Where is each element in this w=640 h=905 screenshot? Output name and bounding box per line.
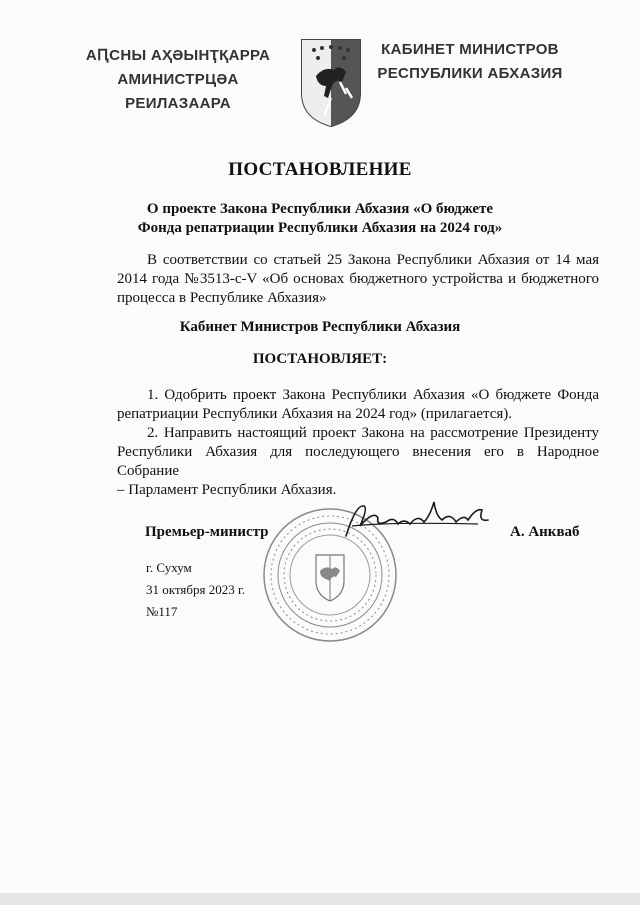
header-abkhaz-line1: АԤСНЫ АҲӘЫНҬҚАРРА — [85, 47, 271, 64]
item-1 — [117, 386, 599, 424]
header-russian-line1: КАБИНЕТ МИНИСТРОВ — [381, 41, 559, 58]
signatory-position: Премьер-министр — [145, 524, 269, 540]
subject-line: О проекте Закона Республики Абхазия «О бюджете — [146, 201, 494, 217]
document-title: ПОСТАНОВЛЕНИЕ — [228, 159, 412, 180]
signatory-name: А. Анкваб — [510, 524, 580, 540]
item-line: 1. Одобрить проект Закона Республики Абхазия «О бюджете Фонда — [147, 387, 599, 403]
item-line: 2. Направить настоящий проект Закона на рассмотрение Президенту — [147, 425, 599, 441]
document-number: №117 — [146, 604, 178, 619]
document-date: 31 октября 2023 г. — [146, 582, 246, 597]
item-2 — [117, 424, 599, 500]
item-line: репатриации Республики Абхазия на 2024 год» (прилагается). — [117, 406, 513, 422]
coat-of-arms-icon — [300, 38, 362, 128]
scan-bottom-edge — [0, 893, 640, 905]
resolves-heading: ПОСТАНОВЛЯЕТ: — [252, 351, 388, 367]
preamble-line: 2014 года №3513-с-V «Об основах бюджетного устройства и бюджетного — [117, 271, 599, 287]
authority: Кабинет Министров Республики Абхазия — [179, 319, 461, 335]
preamble-line: В соответствии со статьей 25 Закона Республики Абхазия от 14 мая — [147, 252, 599, 268]
header-russian-line2: РЕСПУБЛИКИ АБХАЗИЯ — [377, 65, 563, 82]
document-subject — [120, 200, 520, 238]
header-abkhaz-line2: АМИНИСТРЦӘА РЕИЛАЗААРА — [117, 71, 239, 112]
item-line: Республики Абхазия для последующего внесения его в Народное Собрание — [117, 444, 599, 479]
handwritten-signature-icon — [338, 496, 498, 546]
header-russian — [370, 38, 570, 86]
header-abkhaz — [78, 44, 278, 116]
preamble — [117, 251, 599, 308]
city: г. Сухум — [146, 560, 192, 575]
item-line: – Парламент Республики Абхазия. — [117, 482, 337, 498]
subject-line: Фонда репатриации Республики Абхазия на 2024 год» — [137, 220, 503, 236]
preamble-line: процесса в Республике Абхазия» — [117, 290, 327, 306]
